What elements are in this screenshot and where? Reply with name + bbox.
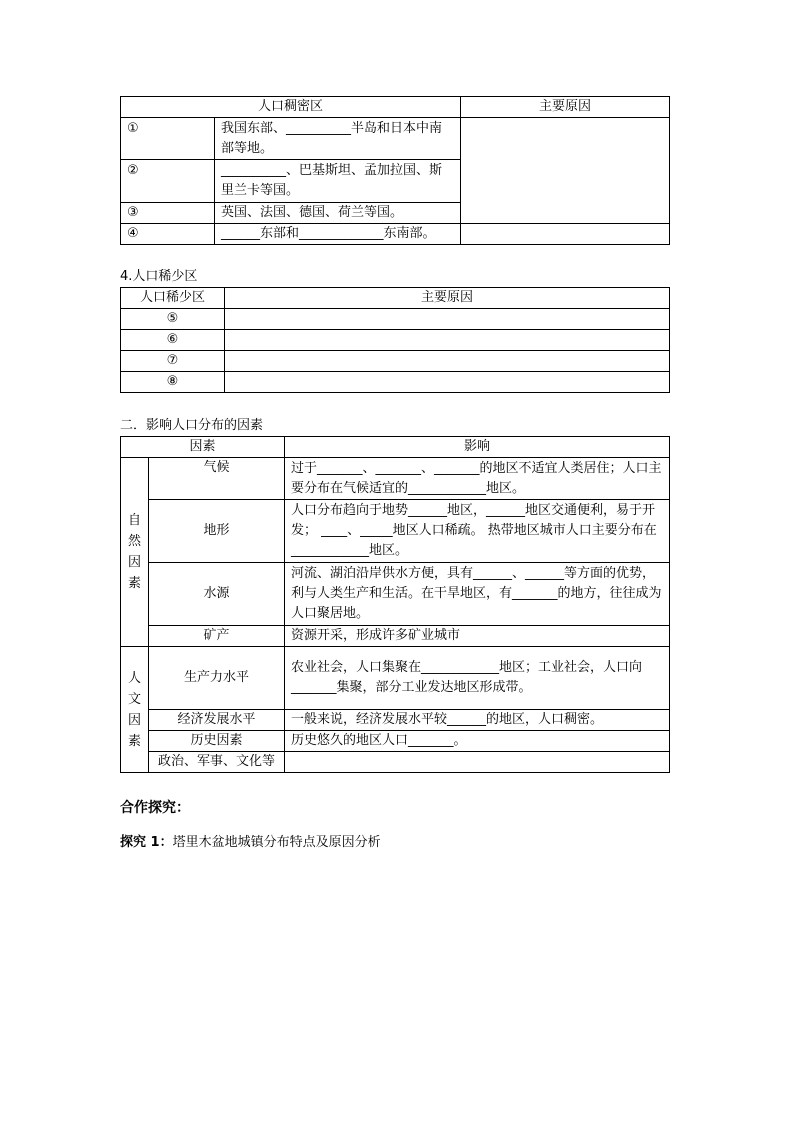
header-main-reason: 主要原因 bbox=[225, 288, 670, 309]
region-text: __________、巴基斯坦、孟加拉国、斯里兰卡等国。 bbox=[215, 160, 461, 203]
reason-cell bbox=[461, 224, 670, 245]
human-factors-label: 人文因素 bbox=[121, 647, 149, 773]
row-number: ② bbox=[121, 160, 215, 203]
cooperative-inquiry-title: 合作探究： bbox=[120, 800, 190, 816]
effect-climate: 过于_______、_______、_______的地区不适宜人类居住；人口主要分布在气候适宜的____________地区。 bbox=[285, 458, 670, 500]
row-number: ③ bbox=[121, 203, 215, 224]
row-number: ⑧ bbox=[121, 372, 225, 393]
reason-cell bbox=[225, 309, 670, 330]
effect-water: 河流、湖泊沿岸供水方便，具有______、______等方面的优势，利与人类生产和生活。在干旱地区，有_______的地方，往往成为人口聚居地。 bbox=[285, 563, 670, 626]
factor-climate: 气候 bbox=[149, 458, 285, 500]
effect-politics bbox=[285, 752, 670, 773]
natural-factors-label: 自然因素 bbox=[121, 458, 149, 647]
reason-cell bbox=[225, 351, 670, 372]
inquiry-1-label: 探究 1： bbox=[120, 835, 173, 850]
factors-section-title: 二．影响人口分布的因素 bbox=[120, 418, 264, 433]
region-text: 英国、法国、德国、荷兰等国。 bbox=[215, 203, 461, 224]
dense-region-table bbox=[120, 96, 670, 245]
row-number: ④ bbox=[121, 224, 215, 245]
inquiry-1-text: 塔里木盆地城镇分布特点及原因分析 bbox=[172, 835, 381, 850]
region-text: ______东部和_____________东南部。 bbox=[215, 224, 461, 245]
effect-history: 历史悠久的地区人口_______。 bbox=[285, 731, 670, 752]
factor-economy: 经济发展水平 bbox=[149, 710, 285, 731]
factor-politics: 政治、军事、文化等 bbox=[149, 752, 285, 773]
factor-history: 历史因素 bbox=[149, 731, 285, 752]
effect-productivity: 农业社会，人口集聚在____________地区；工业社会，人口向_______集聚，部分工业发达地区形成带。 bbox=[285, 647, 670, 710]
reason-cell bbox=[225, 330, 670, 351]
reason-cell bbox=[225, 372, 670, 393]
row-number: ⑦ bbox=[121, 351, 225, 372]
header-factor: 因素 bbox=[121, 437, 285, 458]
inquiry-1 bbox=[120, 834, 381, 852]
factor-productivity: 生产力水平 bbox=[149, 647, 285, 710]
header-effect: 影响 bbox=[285, 437, 670, 458]
header-sparse-region: 人口稀少区 bbox=[121, 288, 225, 309]
row-number: ⑥ bbox=[121, 330, 225, 351]
effect-economy: 一般来说，经济发展水平较______的地区，人口稠密。 bbox=[285, 710, 670, 731]
sparse-region-title: 4.人口稀少区 bbox=[120, 269, 198, 284]
effect-minerals: 资源开采，形成许多矿业城市 bbox=[285, 626, 670, 647]
effect-terrain: 人口分布趋向于地势______地区，______地区交通便利，易于开发； ____、_____地区人口稀疏。 热带地区城市人口主要分布在____________地区。 bbox=[285, 500, 670, 563]
region-text: 我国东部、__________半岛和日本中南部等地。 bbox=[215, 118, 461, 160]
row-number: ⑤ bbox=[121, 309, 225, 330]
reason-cell bbox=[461, 118, 670, 224]
row-number: ① bbox=[121, 118, 215, 160]
factor-water: 水源 bbox=[149, 563, 285, 626]
header-dense-region: 人口稠密区 bbox=[121, 97, 461, 118]
factor-minerals: 矿产 bbox=[149, 626, 285, 647]
header-main-reason: 主要原因 bbox=[461, 97, 670, 118]
factors-table bbox=[120, 436, 670, 773]
sparse-region-table bbox=[120, 287, 670, 393]
factor-terrain: 地形 bbox=[149, 500, 285, 563]
